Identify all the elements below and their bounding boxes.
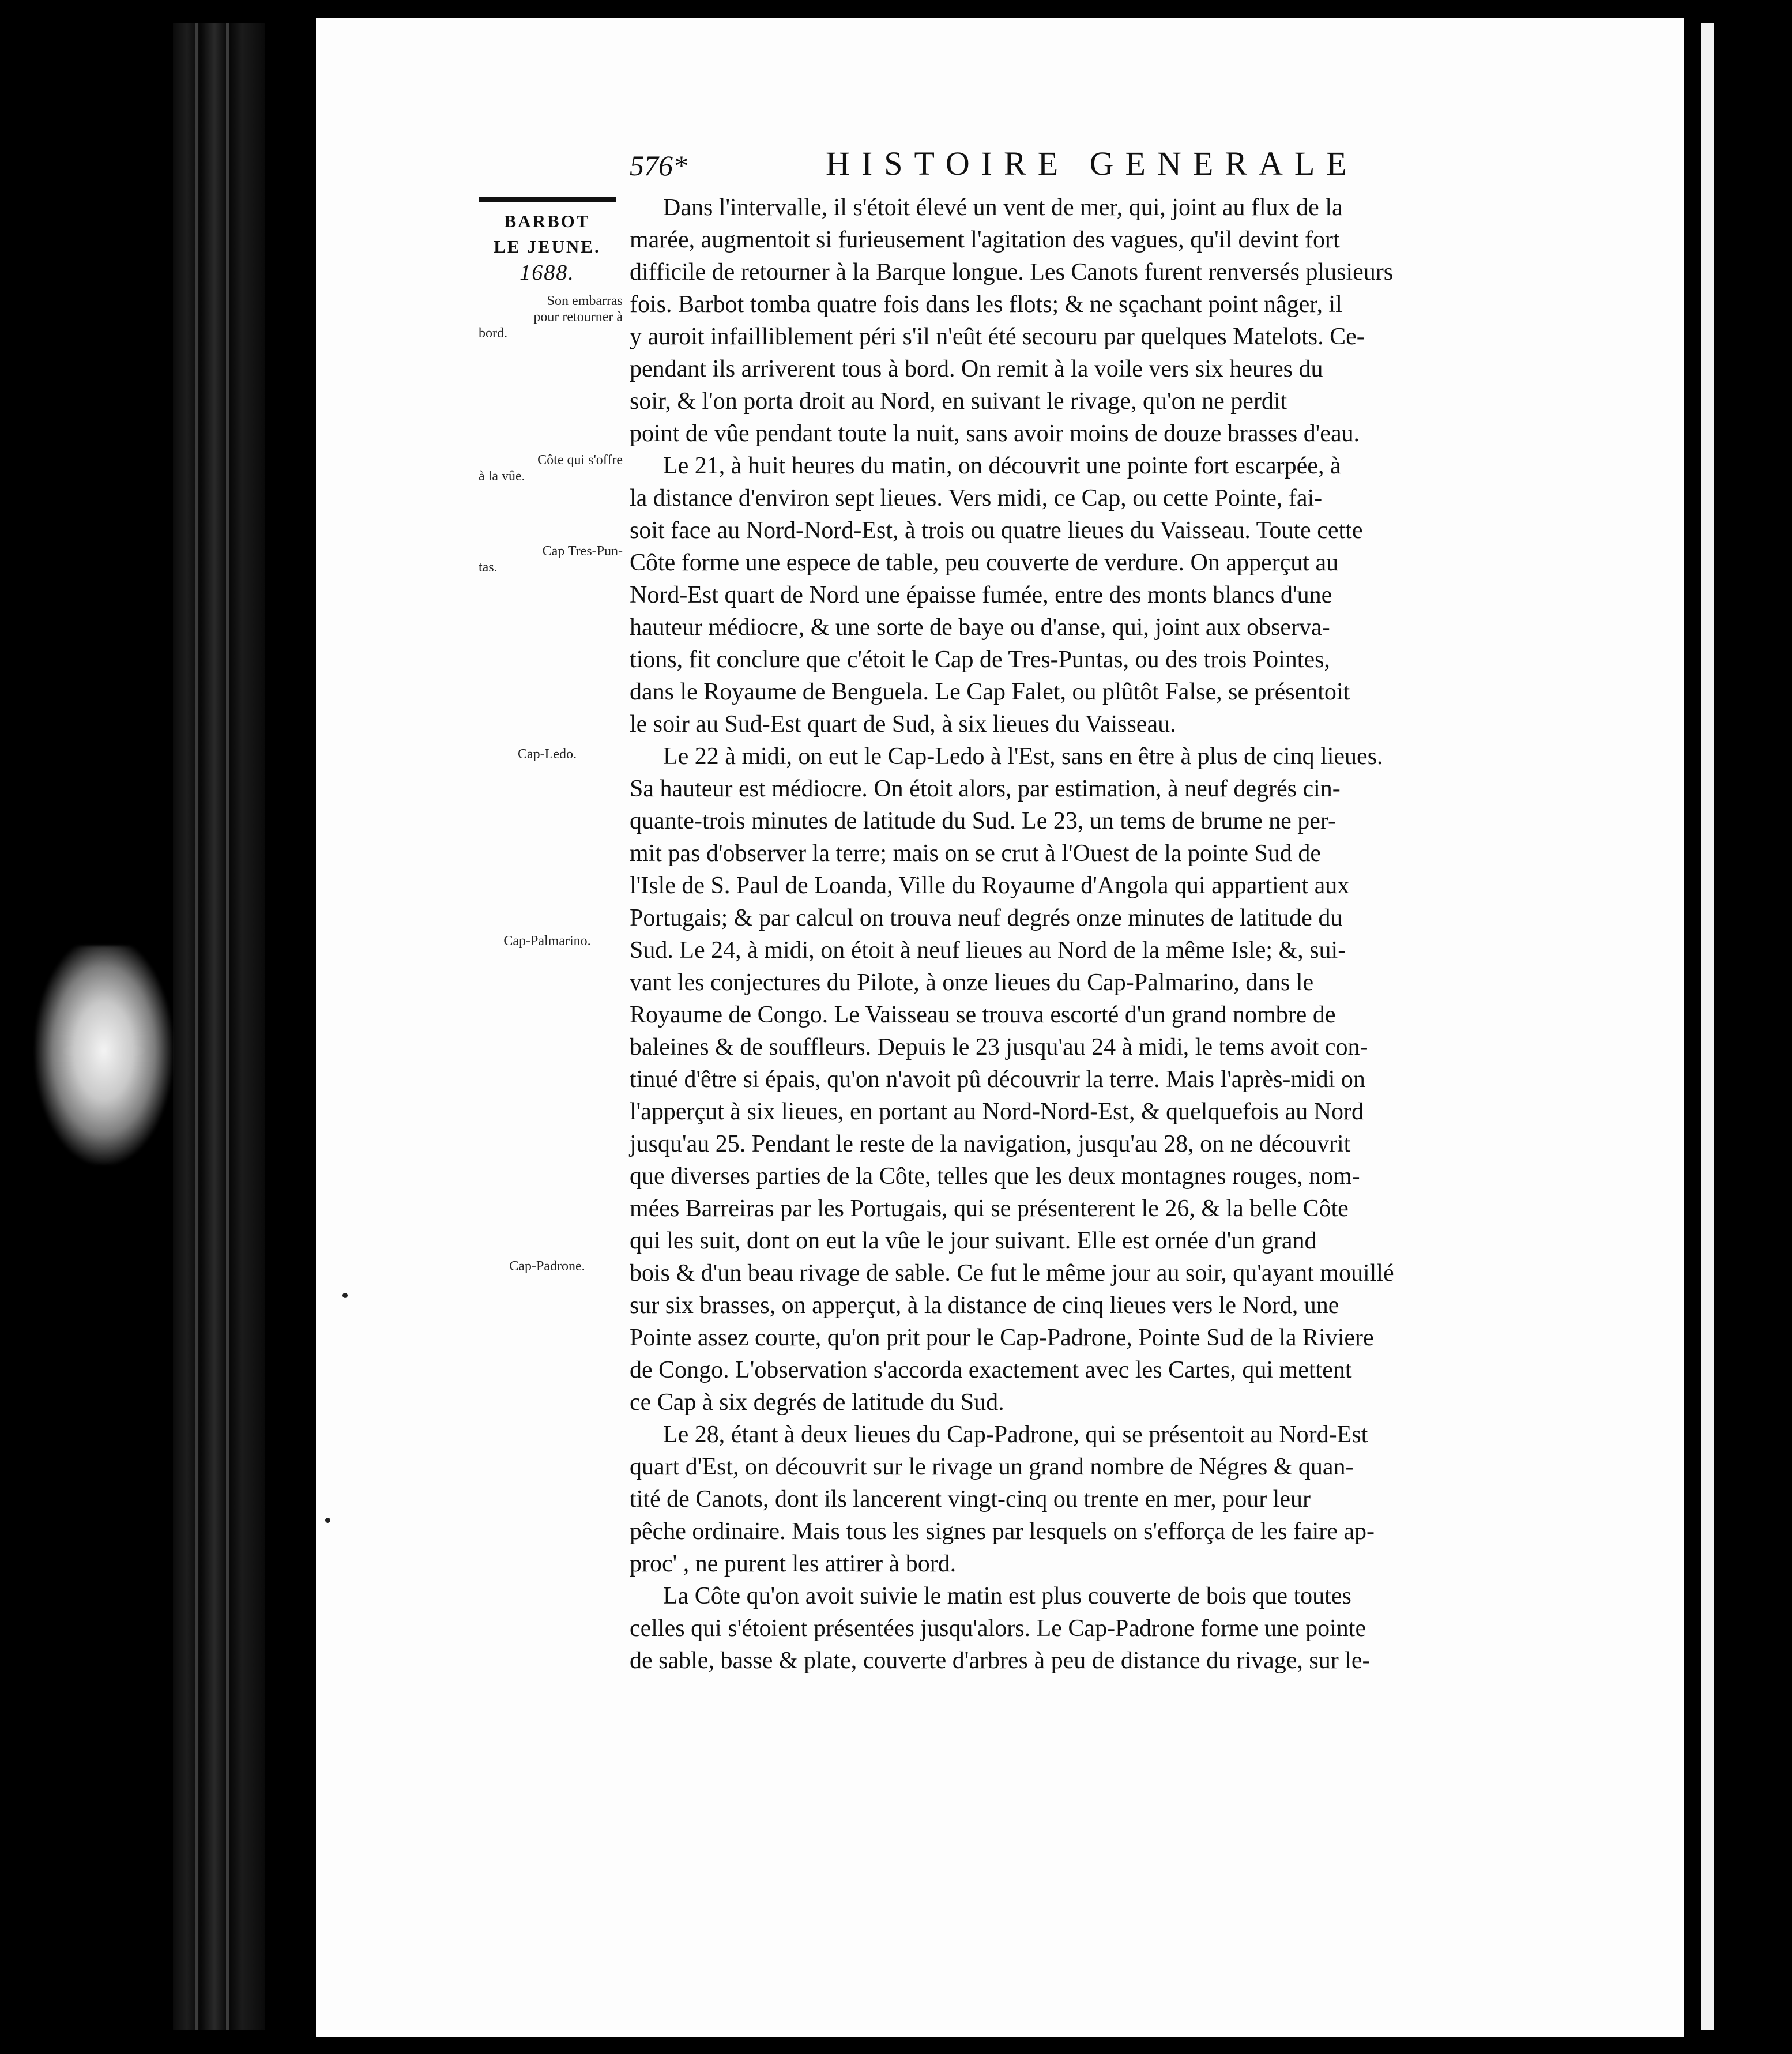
marginal-note [472,543,623,575]
scan-edge-line [195,23,198,2030]
body-line: hauteur médiocre, & une sorte de baye ou d'anse, qui, joint aux observa- [630,614,1330,641]
body-line: Pointe assez courte, qu'on prit pour le Cap-Padrone, Pointe Sud de la Riviere [630,1325,1374,1351]
body-line: jusqu'au 25. Pendant le reste de la navigation, jusqu'au 28, on ne découvrit [630,1131,1351,1157]
body-line: vant les conjectures du Pilote, à onze lieues du Cap-Palmarino, dans le [630,969,1314,996]
body-line: pendant ils arriverent tous à bord. On remit à la voile vers six heures du [630,356,1323,382]
marginal-note [472,746,623,762]
body-line: Le 28, étant à deux lieues du Cap-Padrone, qui se présentoit au Nord-Est [663,1421,1368,1448]
body-line: bois & d'un beau rivage de sable. Ce fut le même jour au soir, qu'ayant mouillé [630,1260,1394,1286]
marginal-note [472,452,623,484]
marginal-note-line: à la vûe. [479,469,525,484]
scan-binding-edge [173,23,265,2030]
body-line: mées Barreiras par les Portugais, qui se présenterent le 26, & la belle Côte [630,1195,1349,1222]
body-line: que diverses parties de la Côte, telles que les deux montagnes rouges, nom- [630,1163,1360,1190]
marginal-note [472,1258,623,1274]
margin-author-qualifier: LE JEUNE. [494,236,601,257]
body-line: sur six brasses, on apperçut, à la distance de cinq lieues vers le Nord, une [630,1292,1339,1319]
body-line: Côte forme une espece de table, peu couverte de verdure. On apperçut au [630,550,1339,576]
marginal-note-line: Côte qui s'offre [537,453,623,468]
body-line: quart d'Est, on découvrit sur le rivage un grand nombre de Négres & quan- [630,1454,1354,1480]
scan-stain [35,946,173,1165]
body-line: La Côte qu'on avoit suivie le matin est plus couverte de bois que toutes [663,1583,1351,1609]
body-line: soit face au Nord-Nord-Est, à trois ou quatre lieues du Vaisseau. Toute cette [630,517,1363,544]
marginal-note [472,933,623,949]
marginal-note-line: pour retourner à [533,310,623,325]
body-line: de sable, basse & plate, couverte d'arbres à peu de distance du rivage, sur le- [630,1647,1371,1674]
body-line: point de vûe pendant toute la nuit, sans avoir moins de douze brasses d'eau. [630,420,1360,447]
ink-speck [342,1293,348,1298]
body-line: Dans l'intervalle, il s'étoit élevé un vent de mer, qui, joint au flux de la [663,194,1343,221]
body-line: Sud. Le 24, à midi, on étoit à neuf lieues au Nord de la même Isle; &, sui- [630,937,1346,964]
margin-header [472,209,623,286]
margin-rule [479,197,616,202]
body-line: pêche ordinaire. Mais tous les signes par lesquels on s'efforça de les faire ap- [630,1518,1375,1545]
body-line: Portugais; & par calcul on trouva neuf degrés onze minutes de latitude du [630,905,1343,931]
marginal-note-line: bord. [479,326,507,341]
body-line: la distance d'environ sept lieues. Vers midi, ce Cap, ou cette Pointe, fai- [630,485,1323,511]
marginal-note-line: Cap-Palmarino. [503,934,591,949]
body-line: tions, fit conclure que c'étoit le Cap de Tres-Puntas, ou des trois Pointes, [630,646,1330,673]
body-line: le soir au Sud-Est quart de Sud, à six lieues du Vaisseau. [630,711,1176,738]
body-line: baleines & de souffleurs. Depuis le 23 jusqu'au 24 à midi, le tems avoit con- [630,1034,1368,1060]
body-line: fois. Barbot tomba quatre fois dans les flots; & ne sçachant point nâger, il [630,291,1342,318]
body-line: difficile de retourner à la Barque longue. Les Canots furent renversés plusieurs [630,259,1394,285]
marginal-note [472,293,623,341]
marginal-note-line: Cap Tres-Pun- [542,544,623,559]
body-line: soir, & l'on porta droit au Nord, en suivant le rivage, qu'on ne perdit [630,388,1287,415]
marginal-note-line: tas. [479,560,498,575]
page-title: HISTOIRE GENERALE [826,145,1358,182]
scan-edge-line [226,23,229,2030]
running-head [630,144,1385,186]
body-line: quante-trois minutes de latitude du Sud. Le 23, un tems de brume ne per- [630,808,1337,834]
marginal-note-line: Cap-Ledo. [518,747,577,762]
body-line: Royaume de Congo. Le Vaisseau se trouva escorté d'un grand nombre de [630,1002,1336,1028]
body-line: l'Isle de S. Paul de Loanda, Ville du Royaume d'Angola qui appartient aux [630,872,1350,899]
body-line: qui les suit, dont on eut la vûe le jour suivant. Elle est ornée d'un grand [630,1228,1317,1254]
body-line: ce Cap à six degrés de latitude du Sud. [630,1389,1004,1416]
body-line: dans le Royaume de Benguela. Le Cap Falet, ou plûtôt False, se présentoit [630,679,1350,705]
body-line: y auroit infailliblement péri s'il n'eût été secouru par quelques Matelots. Ce- [630,323,1365,350]
body-line: Nord-Est quart de Nord une épaisse fumée, entre des monts blancs d'une [630,582,1332,608]
margin-author: BARBOT [504,211,590,231]
body-line: tité de Canots, dont ils lancerent vingt-cinq ou trente en mer, pour leur [630,1486,1311,1513]
marginal-note-line: Son embarras [547,294,623,309]
body-line: proc' , ne purent les attirer à bord. [630,1551,957,1577]
body-line: Le 21, à huit heures du matin, on découvrit une pointe fort escarpée, à [663,453,1341,479]
body-line: Le 22 à midi, on eut le Cap-Ledo à l'Est, sans en être à plus de cinq lieues. [663,743,1383,770]
body-line: l'apperçut à six lieues, en portant au Nord-Nord-Est, & quelquefois au Nord [630,1099,1364,1125]
body-line: marée, augmentoit si furieusement l'agitation des vagues, qu'il devint fort [630,227,1340,253]
body-line: de Congo. L'observation s'accorda exactement avec les Cartes, qui mettent [630,1357,1352,1383]
body-line: mit pas d'observer la terre; mais on se crut à l'Ouest de la pointe Sud de [630,840,1321,867]
body-line: tinué d'être si épais, qu'on n'avoit pû découvrir la terre. Mais l'après-midi on [630,1066,1365,1093]
body-line: celles qui s'étoient présentées jusqu'alors. Le Cap-Padrone forme une pointe [630,1615,1366,1642]
margin-year: 1688. [519,261,575,285]
page-number: 576* [630,149,687,182]
marginal-note-line: Cap-Padrone. [509,1259,585,1274]
body-line: Sa hauteur est médiocre. On étoit alors, par estimation, à neuf degrés cin- [630,776,1341,802]
ink-speck [325,1518,330,1523]
facing-page-edge [1701,23,1714,2030]
